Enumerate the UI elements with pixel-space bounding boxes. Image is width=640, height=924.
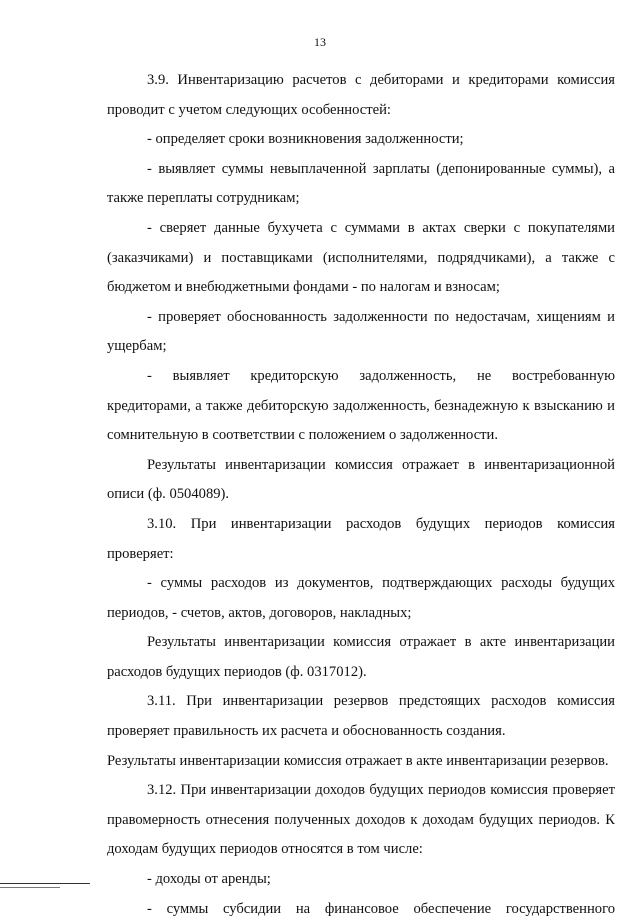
paragraph-3-10: 3.10. При инвентаризации расходов будущих периодов комиссия проверяет: [107, 515, 615, 562]
list-item-subsidy: - суммы субсидии на финансовое обеспечение государственного [147, 900, 615, 917]
paragraph-results-0504089: Результаты инвентаризации комиссия отражает в инвентаризационной описи (ф. 0504089). [107, 456, 615, 503]
list-item-reconciliation: - сверяет данные бухучета с суммами в актах сверки с покупателями (заказчиками) и поставщиками (исполнителями, подрядчиками), а также с бюджетом и внебюджетными фондами - по налогам и взносам; [107, 219, 615, 296]
list-item-deferred-expenses: - суммы расходов из документов, подтверждающих расходы будущих периодов, - счетов, актов, договоров, накладных; [107, 575, 615, 621]
paragraph-3-11: 3.11. При инвентаризации резервов предстоящих расходов комиссия проверяет правильность их расчета и обоснованность создания. [107, 693, 615, 740]
document-body [107, 66, 615, 924]
page-number: 13 [314, 35, 326, 49]
scan-edge-line [0, 883, 90, 884]
paragraph-results-0317012: Результаты инвентаризации комиссия отражает в акте инвентаризации расходов будущих периодов (ф. 0317012). [107, 634, 615, 680]
list-item-shortage-debt: - проверяет обоснованность задолженности по недостачам, хищениям и ущербам; [107, 308, 615, 355]
list-item-creditor-debt: - выявляет кредиторскую задолженность, не востребованную кредиторами, а также дебиторскую задолженность, безнадежную к взысканию и сомнительную в соответствии с положением о задолженности. [107, 367, 615, 444]
paragraph-3-9: 3.9. Инвентаризацию расчетов с дебиторами и кредиторами комиссия проводит с учетом следующих особенностей: [107, 72, 615, 118]
paragraph-results-reserves: Результаты инвентаризации комиссия отражает в акте инвентаризации резервов. [107, 752, 609, 769]
list-item-unpaid-salary: - выявляет суммы невыплаченной зарплаты (депонированные суммы), а также переплаты сотрудникам; [107, 160, 615, 207]
list-item-debt-terms: - определяет сроки возникновения задолженности; [147, 131, 464, 148]
paragraph-3-12: 3.12. При инвентаризации доходов будущих периодов комиссия проверяет правомерность отнесения полученных доходов к доходам будущих периодов. К доходам будущих периодов относятся в том числе: [107, 782, 615, 858]
scan-edge-line [0, 887, 60, 888]
list-item-rent-income: - доходы от аренды; [147, 871, 271, 888]
